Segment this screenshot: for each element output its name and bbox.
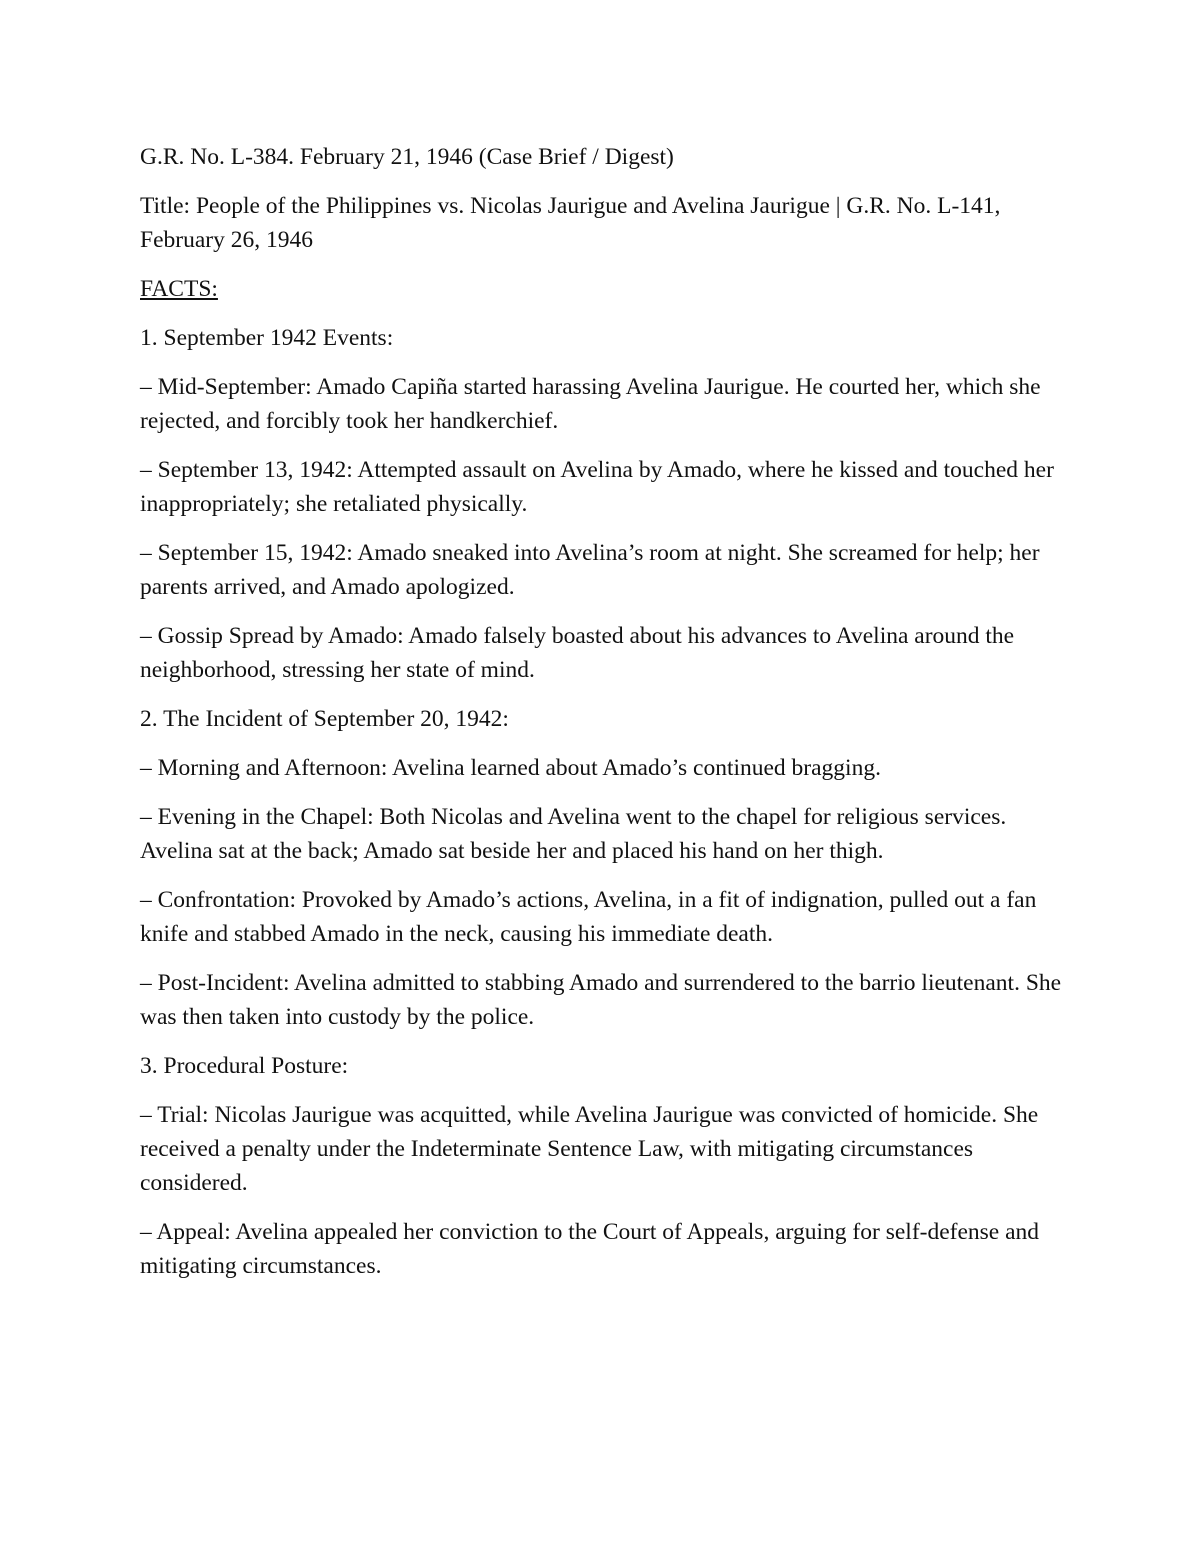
- fact-evening-chapel: – Evening in the Chapel: Both Nicolas and Avelina went to the chapel for religious services. Avelina sat at the back; Amado sat beside her and placed his hand on her thigh.: [140, 804, 1007, 864]
- fact-post-incident: – Post-Incident: Avelina admitted to stabbing Amado and surrendered to the barrio lieutenant. She was then taken into custody by the police.: [140, 970, 1062, 1030]
- section-heading-september-events: 1. September 1942 Events:: [140, 325, 394, 351]
- fact-mid-september: – Mid-September: Amado Capiña started harassing Avelina Jaurigue. He courted her, which she rejected, and forcibly took her handkerchief.: [140, 374, 1041, 434]
- case-header: G.R. No. L-384. February 21, 1946 (Case Brief / Digest): [140, 144, 674, 170]
- fact-confrontation: – Confrontation: Provoked by Amado’s actions, Avelina, in a fit of indignation, pulled out a fan knife and stabbed Amado in the neck, causing his immediate death.: [140, 887, 1037, 947]
- fact-appeal: – Appeal: Avelina appealed her conviction to the Court of Appeals, arguing for self-defense and mitigating circumstances.: [140, 1219, 1040, 1279]
- fact-trial: – Trial: Nicolas Jaurigue was acquitted, while Avelina Jaurigue was convicted of homicide. She received a penalty under the Indeterminate Sentence Law, with mitigating circumstances considered.: [140, 1102, 1039, 1196]
- fact-september-15: – September 15, 1942: Amado sneaked into Avelina’s room at night. She screamed for help; her parents arrived, and Amado apologized.: [140, 540, 1040, 600]
- section-heading-incident: 2. The Incident of September 20, 1942:: [140, 706, 509, 732]
- facts-heading: FACTS:: [140, 276, 218, 302]
- section-heading-procedural-posture: 3. Procedural Posture:: [140, 1053, 349, 1079]
- fact-gossip: – Gossip Spread by Amado: Amado falsely boasted about his advances to Avelina around the neighborhood, stressing her state of mind.: [140, 623, 1015, 683]
- document-body: [140, 140, 1065, 1298]
- fact-morning-afternoon: – Morning and Afternoon: Avelina learned about Amado’s continued bragging.: [140, 755, 881, 781]
- fact-september-13: – September 13, 1942: Attempted assault on Avelina by Amado, where he kissed and touched her inappropriately; she retaliated physically.: [140, 457, 1054, 517]
- case-title: Title: People of the Philippines vs. Nicolas Jaurigue and Avelina Jaurigue | G.R. No. L-141, February 26, 1946: [140, 193, 1001, 253]
